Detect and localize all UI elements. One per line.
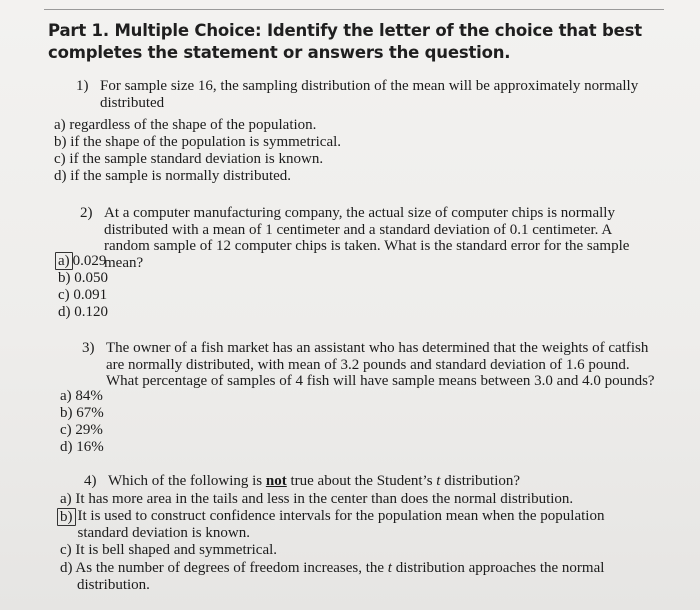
top-rule [44, 9, 664, 10]
question-3 [82, 340, 660, 390]
q4-option-d-line2: distribution. [77, 576, 150, 593]
q4-option-a: a) It has more area in the tails and less in the center than does the normal distribution. [60, 491, 574, 507]
question-3-number: 3) [82, 340, 95, 356]
question-1-number: 1) [76, 78, 89, 94]
q4-not-emphasis: not [265, 473, 287, 489]
q4-option-d-line1 [60, 560, 620, 577]
q2-option-a-text: 0.029 [72, 253, 107, 269]
q4-text-part: distribution? [440, 473, 521, 489]
q4-text-part: Which of the following is [108, 473, 266, 489]
q1-option-b: b) if the shape of the population is symmetrical. [54, 134, 342, 150]
question-2 [80, 205, 655, 271]
q4-option-d-part: d) As the number of degrees of freedom increases, the [60, 560, 388, 576]
q2-option-b: b) 0.050 [58, 270, 108, 286]
q4-option-c: c) It is bell shaped and symmetrical. [60, 542, 278, 558]
answer-mark-box: a) [55, 252, 73, 270]
question-4-number: 4) [84, 473, 97, 489]
q3-option-c: c) 29% [60, 422, 103, 438]
question-4 [84, 473, 644, 490]
q2-option-a [58, 253, 106, 270]
q4-option-b-text: It is used to construct confidence intervals for the population mean when the population standard deviation is known. [77, 508, 605, 541]
q1-option-a: a) regardless of the shape of the population. [54, 117, 317, 133]
q3-option-a: a) 84% [60, 388, 103, 404]
answer-mark-box: b) [57, 508, 76, 526]
q1-option-d: d) if the sample is normally distributed. [54, 168, 292, 184]
question-2-number: 2) [80, 205, 93, 221]
q2-option-c: c) 0.091 [58, 287, 108, 303]
question-1-text: For sample size 16, the sampling distribution of the mean will be approximately normally distributed [100, 78, 639, 111]
q1-option-c: c) if the sample standard deviation is known. [54, 151, 324, 167]
q4-option-d [60, 560, 620, 593]
page-title: Part 1. Multiple Choice: Identify the letter of the choice that best completes the statement or answers the question. [48, 21, 642, 62]
question-1 [76, 78, 641, 111]
q4-option-d-part: distribution approaches the normal [391, 560, 605, 576]
q4-t-symbol: t [436, 473, 441, 489]
q3-option-b: b) 67% [60, 405, 104, 421]
q4-option-d-t-symbol: t [387, 560, 392, 576]
q3-option-d: d) 16% [60, 439, 104, 455]
question-4-text [108, 473, 644, 490]
q2-option-d: d) 0.120 [58, 304, 108, 320]
question-3-text: The owner of a fish market has an assistant who has determined that the weights of catfish are normally distributed, with mean of 3.2 pounds and standard deviation of 1.6 pound. What percentage of samples of 4 fish will have sample means between 3.0 and 4.0 pounds? [106, 340, 655, 389]
question-2-text: At a computer manufacturing company, the actual size of computer chips is normally distributed with a mean of 1 centimeter and a standard deviation of 0.1 centimeter. A random sample of 12 computer chips is taken. What is the standard error for the sample mean? [104, 205, 630, 271]
q4-option-b [60, 508, 620, 541]
q4-text-part: true about the Student’s [286, 473, 437, 489]
